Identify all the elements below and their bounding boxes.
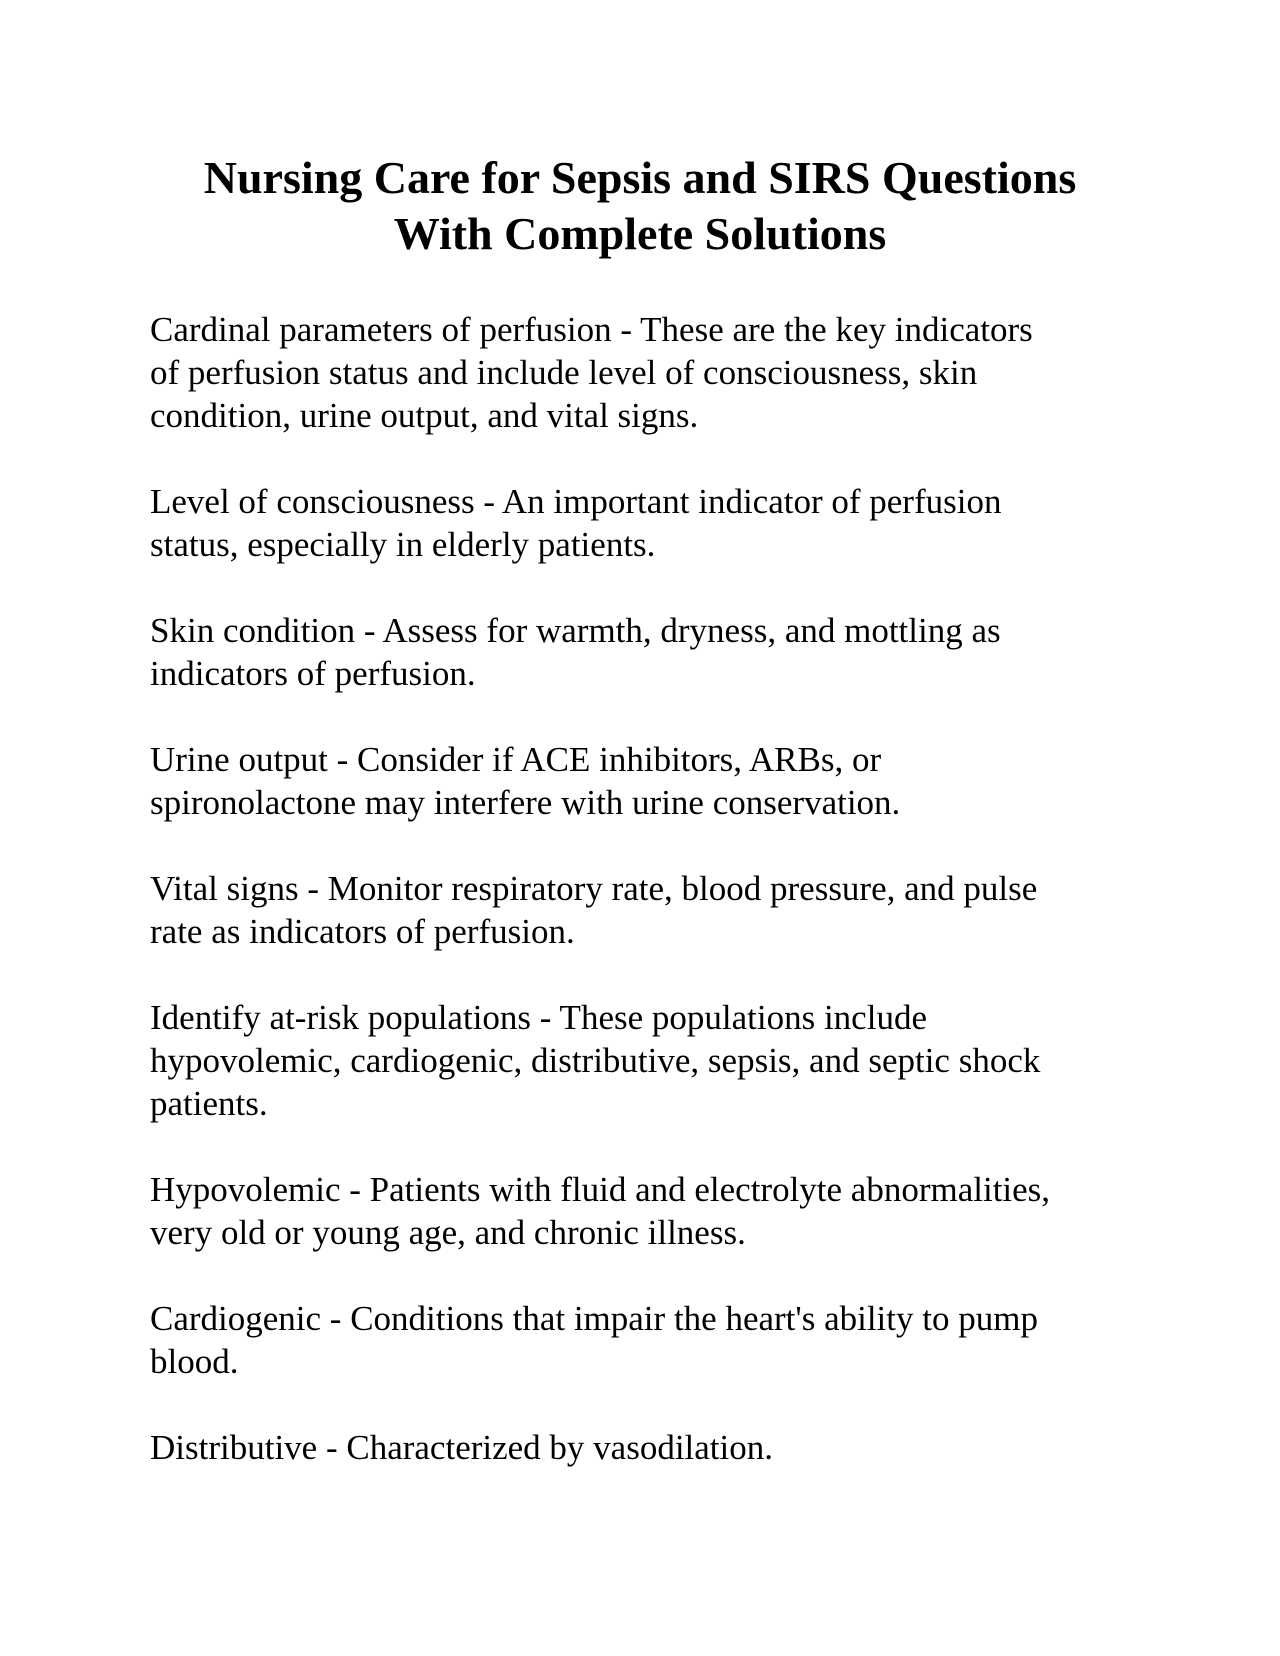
paragraph-line: blood. (150, 1342, 239, 1381)
paragraph-line: condition, urine output, and vital signs. (150, 396, 699, 435)
paragraph-line: Urine output - Consider if ACE inhibitors, ARBs, or (150, 740, 882, 779)
paragraph-line: Level of consciousness - An important indicator of perfusion (150, 482, 1002, 521)
paragraph-urine-output (150, 738, 1150, 824)
paragraph-line: Cardinal parameters of perfusion - These are the key indicators (150, 310, 1033, 349)
paragraph-vital-signs (150, 867, 1150, 953)
paragraph-line: status, especially in elderly patients. (150, 525, 656, 564)
paragraph-cardinal-parameters (150, 308, 1150, 437)
paragraph-cardiogenic (150, 1297, 1150, 1383)
paragraph-distributive (150, 1426, 1150, 1469)
paragraph-line: Distributive - Characterized by vasodilation. (150, 1428, 774, 1467)
paragraph-line: Identify at-risk populations - These populations include (150, 998, 927, 1037)
paragraph-at-risk-populations (150, 996, 1150, 1125)
paragraph-line: spironolactone may interfere with urine conservation. (150, 783, 901, 822)
paragraph-line: very old or young age, and chronic illness. (150, 1213, 746, 1252)
paragraph-line: patients. (150, 1084, 268, 1123)
paragraph-line: Cardiogenic - Conditions that impair the heart's ability to pump (150, 1299, 1038, 1338)
paragraph-line: of perfusion status and include level of consciousness, skin (150, 353, 978, 392)
paragraph-line: rate as indicators of perfusion. (150, 912, 575, 951)
paragraph-line: indicators of perfusion. (150, 654, 476, 693)
document-title-line: With Complete Solutions (393, 208, 887, 259)
paragraph-line: Vital signs - Monitor respiratory rate, blood pressure, and pulse (150, 869, 1038, 908)
paragraph-skin-condition (150, 609, 1150, 695)
paragraph-level-of-consciousness (150, 480, 1150, 566)
paragraph-line: hypovolemic, cardiogenic, distributive, sepsis, and septic shock (150, 1041, 1041, 1080)
document-body (150, 308, 1150, 1512)
paragraph-hypovolemic (150, 1168, 1150, 1254)
paragraph-line: Hypovolemic - Patients with fluid and electrolyte abnormalities, (150, 1170, 1051, 1209)
document-title (140, 150, 1140, 262)
document-title-line: Nursing Care for Sepsis and SIRS Questions (203, 152, 1077, 203)
paragraph-line: Skin condition - Assess for warmth, dryness, and mottling as (150, 611, 1001, 650)
